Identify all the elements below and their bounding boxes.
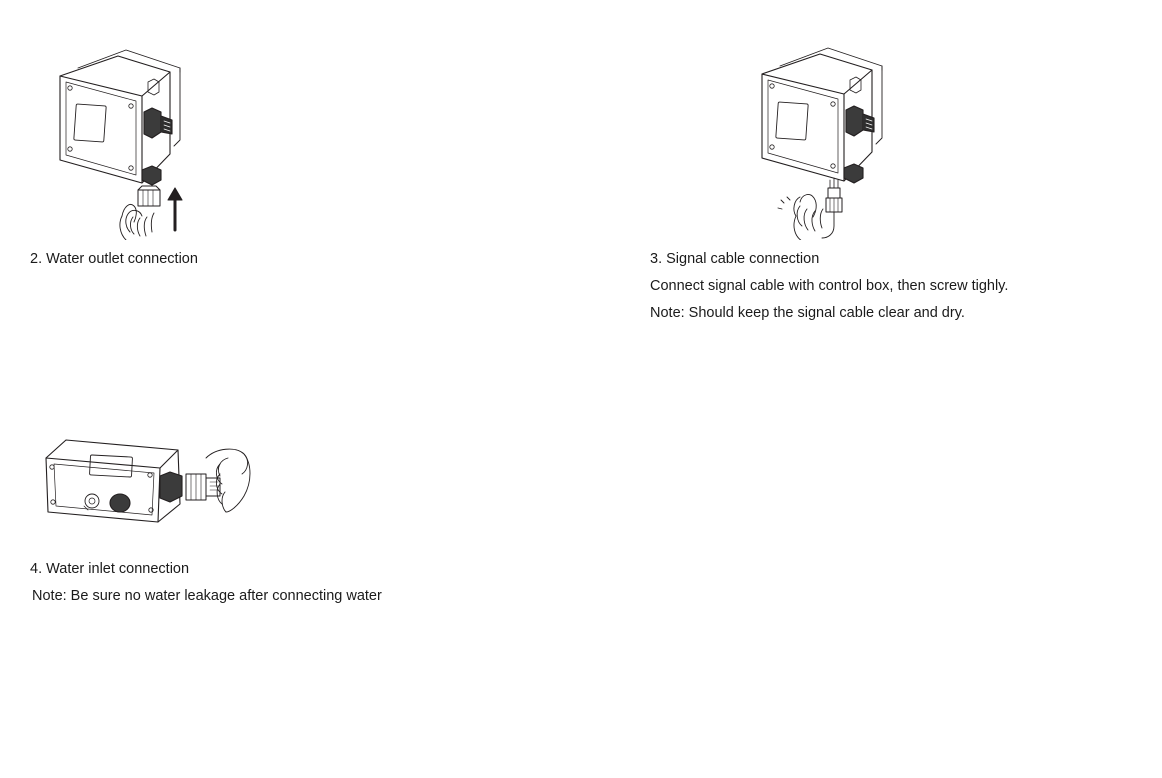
control-box-signal-cable-connection-illustration (650, 20, 1150, 240)
step-3-caption-line-2: Connect signal cable with control box, then screw tighly. (650, 278, 1009, 294)
control-box-water-inlet-connection-illustration (30, 420, 590, 550)
step-3-caption-line-3: Note: Should keep the signal cable clear and dry. (650, 305, 965, 321)
step-2-caption-line-1: 2. Water outlet connection (30, 251, 198, 267)
step-4-caption-line-1: 4. Water inlet connection (30, 561, 190, 577)
control-box-water-outlet-connection-illustration (30, 20, 550, 240)
step-3-caption-line-1: 3. Signal cable connection (650, 251, 820, 267)
step-2-block (30, 20, 550, 273)
step-2-captions (30, 246, 550, 273)
step-4-captions (30, 556, 590, 610)
step-4-caption-line-2: Note: Be sure no water leakage after connecting water (32, 588, 382, 604)
step-3-captions (650, 246, 1150, 327)
step-3-block (650, 20, 1150, 327)
step-4-block (30, 420, 590, 610)
